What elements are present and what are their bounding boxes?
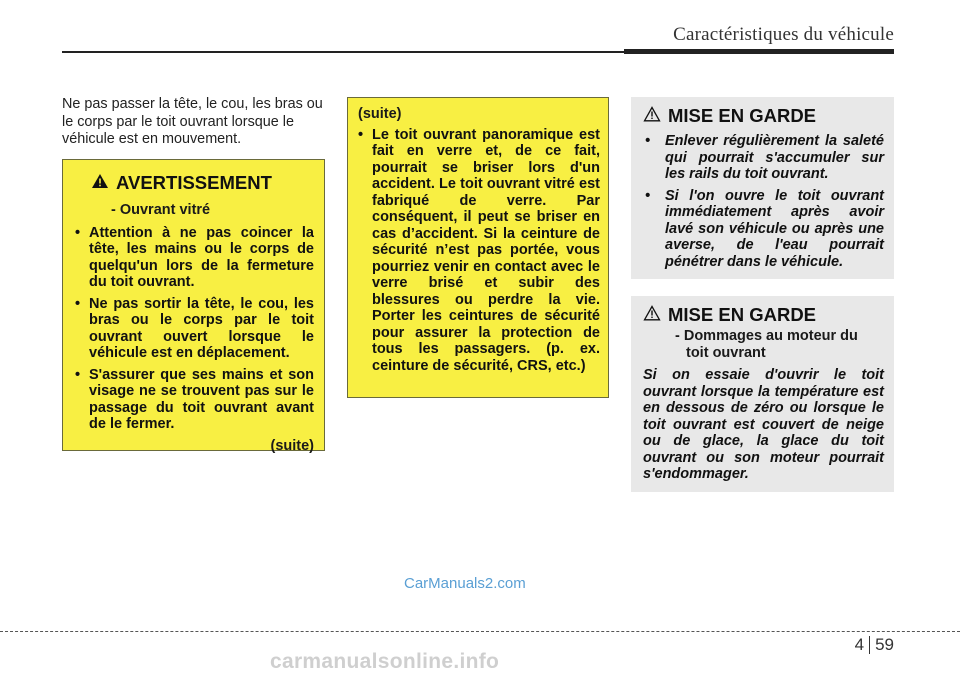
page-number-value: 59 [875,635,894,654]
caution-text: Si on essaie d'ouvrir le toit ouvrant lorsque la température est en dessous de zéro ou lorsque le toit ouvrant est couvert de neige ou de glace, la glace du toit ouvrant ou son moteur pourrait s'endommager. [643,367,884,482]
warning-list [358,127,600,375]
caution-triangle-icon [643,105,661,127]
list-item: • Enlever régulièrement la saleté qui pourrait s'accumuler sur les rails du toit ouvrant. [643,133,884,183]
page-number [855,635,894,655]
warning-list [75,225,314,433]
warning-box [62,159,325,454]
footer-watermark: carmanualsonline.info [270,650,500,673]
list-item: • Attention à ne pas coincer la tête, les mains ou le corps de quelqu'un lors de la fermeture du toit ouvrant. [75,225,314,291]
chapter-number: 4 [854,635,865,654]
list-item: • Si l'on ouvre le toit ouvrant immédiatement après avoir lavé son véhicule ou après une averse, de l'eau pourrait pénétrer dans le véhicule. [643,188,884,271]
header-rule [62,51,894,53]
page-separator [869,636,870,654]
caution-heading [643,304,884,326]
header-title: Caractéristiques du véhicule [673,24,894,45]
footer-rule [0,631,960,632]
caution-subtitle: - Dommages au moteur du toit ouvrant [675,328,858,361]
caution-box [631,296,894,492]
intro-text: Ne pas passer la tête, le cou, les bras ou le corps par le toit ouvrant lorsque le véhicule est en mouvement. [62,96,323,147]
warning-subtitle: - Ouvrant vitré [111,202,211,218]
list-item: • Ne pas sortir la tête, le cou, les bras ou le corps par le toit ouvrant ouvert lorsque le véhicule est en déplacement. [75,296,314,362]
list-item: • S'assurer que ses mains et son visage ne se trouvent pas sur le passage du toit ouvrant avant de le fermer. [75,367,314,433]
continued-label: (suite) [358,106,402,122]
warning-continued-box [347,97,609,398]
caution-box [631,97,894,279]
caution-title: MISE EN GARDE [668,304,817,325]
warning-filled-triangle-icon [91,172,109,194]
watermark-link[interactable]: CarManuals2.com [404,575,526,592]
warning-title: AVERTISSEMENT [116,172,272,193]
caution-list [643,133,884,270]
list-item: • Le toit ouvrant panoramique est fait en verre et, de ce fait, pourrait se briser lors d'un accident. Le toit ouvrant vitré est fabriqué de verre. Par conséquent, il peut se briser en cas d’accident. Si la ceinture de sécurité n’est pas portée, vous pourriez venir en contact avec le verre brisé et subir des blessures ou perdre la vie. Porter les ceintures de sécurité pour assurer la protection de tous les passagers. (p. ex. ceinture de sécurité, CRS, etc.) [358,127,600,375]
caution-triangle-icon [643,304,661,326]
warning-heading [91,172,314,194]
caution-title: MISE EN GARDE [668,105,817,126]
continued-label: (suite) [270,437,314,454]
caution-heading [643,105,884,127]
